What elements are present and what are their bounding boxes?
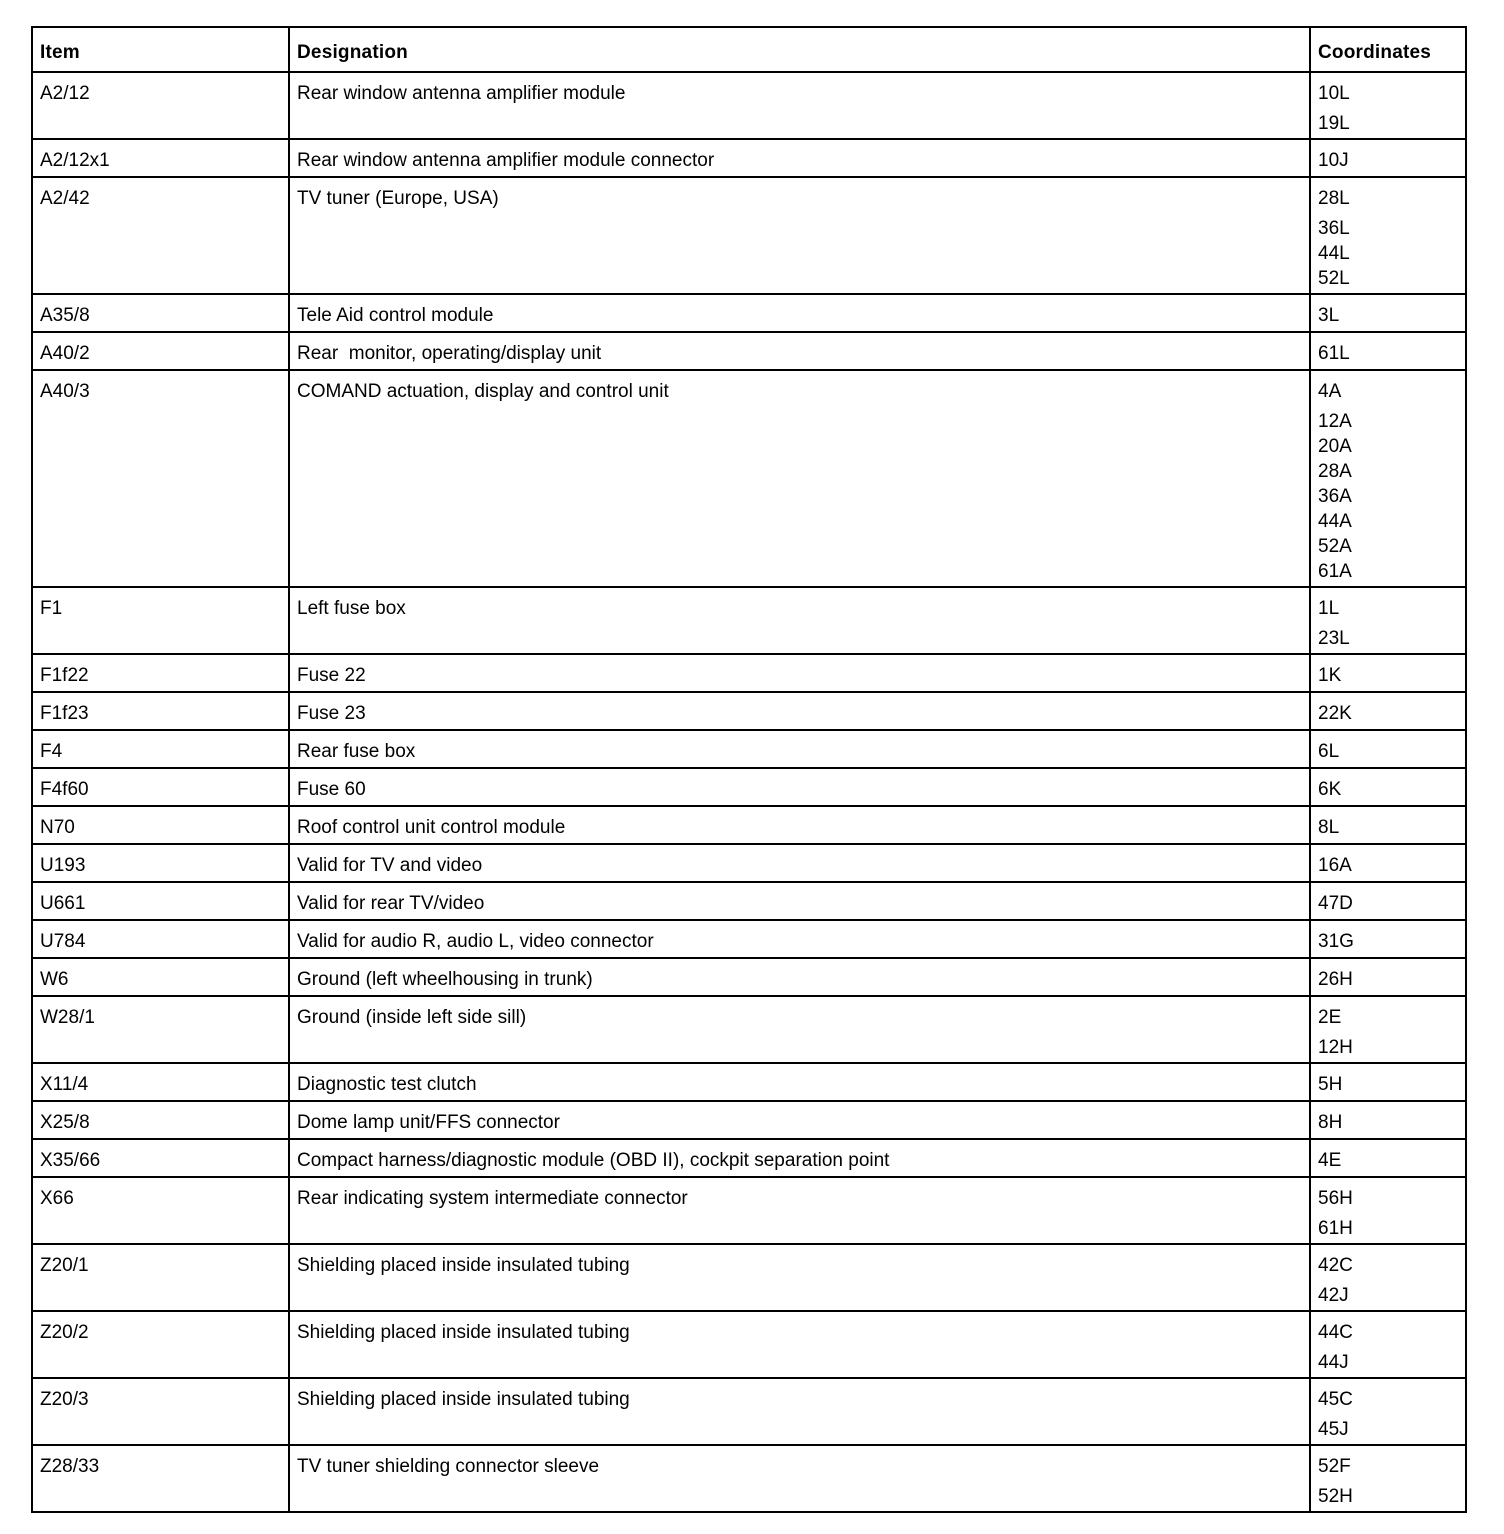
coordinates-cell (1310, 1445, 1466, 1512)
coordinate-value: 2E (1318, 1007, 1342, 1028)
table-row (32, 1445, 1466, 1512)
item-cell: Z20/3 (32, 1378, 289, 1445)
coordinates-cell (1310, 1063, 1466, 1101)
item-cell: A40/2 (32, 332, 289, 370)
coordinate-value: 61L (1318, 343, 1350, 364)
table-row (32, 958, 1466, 996)
designation-cell: Roof control unit control module (289, 806, 1310, 844)
coordinate-value: 6K (1318, 779, 1342, 800)
coordinate-value: 56H (1318, 1188, 1353, 1209)
table-row (32, 72, 1466, 139)
coordinate-value: 45J (1318, 1419, 1349, 1440)
coordinate-value: 8H (1318, 1112, 1343, 1133)
item-cell: A2/12 (32, 72, 289, 139)
table-row (32, 1101, 1466, 1139)
coordinate-value: 19L (1318, 113, 1350, 134)
item-cell: X25/8 (32, 1101, 289, 1139)
coordinate-value: 44C (1318, 1322, 1353, 1343)
coordinate-value: 52H (1318, 1486, 1353, 1507)
coordinate-value: 5H (1318, 1074, 1343, 1095)
coordinate-value: 1K (1318, 665, 1342, 686)
item-cell: W28/1 (32, 996, 289, 1063)
table-row (32, 654, 1466, 692)
coordinate-value: 22K (1318, 703, 1352, 724)
coordinate-value: 61A (1318, 561, 1352, 582)
table-row (32, 806, 1466, 844)
designation-cell: Fuse 60 (289, 768, 1310, 806)
coordinates-cell (1310, 958, 1466, 996)
coordinate-value: 44A (1318, 511, 1352, 532)
designation-cell: Valid for audio R, audio L, video connector (289, 920, 1310, 958)
component-legend-table (31, 26, 1467, 1513)
item-cell: A2/42 (32, 177, 289, 294)
table-header (32, 27, 1466, 72)
designation-cell: Rear window antenna amplifier module (289, 72, 1310, 139)
coordinate-value: 20A (1318, 436, 1352, 457)
table-row (32, 332, 1466, 370)
coordinate-value: 36A (1318, 486, 1352, 507)
coordinate-value: 12A (1318, 411, 1352, 432)
table-row (32, 1139, 1466, 1177)
table-row (32, 882, 1466, 920)
item-cell: F4f60 (32, 768, 289, 806)
designation-cell: Compact harness/diagnostic module (OBD II), cockpit separation point (289, 1139, 1310, 1177)
header-designation: Designation (289, 27, 1310, 72)
designation-cell: Shielding placed inside insulated tubing (289, 1244, 1310, 1311)
coordinate-value: 8L (1318, 817, 1340, 838)
table-row (32, 587, 1466, 654)
coordinate-value: 4A (1318, 381, 1342, 402)
item-cell: F1f22 (32, 654, 289, 692)
coordinates-cell (1310, 730, 1466, 768)
item-cell: X11/4 (32, 1063, 289, 1101)
coordinate-value: 42C (1318, 1255, 1353, 1276)
coordinate-value: 36L (1318, 218, 1350, 239)
coordinates-cell (1310, 654, 1466, 692)
coordinate-value: 52L (1318, 268, 1350, 289)
designation-cell: Rear monitor, operating/display unit (289, 332, 1310, 370)
coordinates-cell (1310, 692, 1466, 730)
designation-cell: Fuse 22 (289, 654, 1310, 692)
table-row (32, 139, 1466, 177)
item-cell: F1f23 (32, 692, 289, 730)
designation-cell: TV tuner shielding connector sleeve (289, 1445, 1310, 1512)
coordinates-cell (1310, 1177, 1466, 1244)
coordinates-cell (1310, 1378, 1466, 1445)
coordinates-cell (1310, 768, 1466, 806)
designation-cell: Rear fuse box (289, 730, 1310, 768)
coordinates-cell (1310, 177, 1466, 294)
coordinate-value: 31G (1318, 931, 1354, 952)
table-row (32, 294, 1466, 332)
designation-cell: Dome lamp unit/FFS connector (289, 1101, 1310, 1139)
designation-cell: Shielding placed inside insulated tubing (289, 1378, 1310, 1445)
table-row (32, 177, 1466, 294)
table-row (32, 1063, 1466, 1101)
designation-cell: Ground (inside left side sill) (289, 996, 1310, 1063)
coordinates-cell (1310, 1311, 1466, 1378)
table-body (32, 72, 1466, 1512)
item-cell: A35/8 (32, 294, 289, 332)
table-row (32, 1244, 1466, 1311)
coordinates-cell (1310, 294, 1466, 332)
coordinate-value: 28A (1318, 461, 1352, 482)
table-row (32, 920, 1466, 958)
coordinates-cell (1310, 996, 1466, 1063)
coordinate-value: 4E (1318, 1150, 1342, 1171)
coordinate-value: 10J (1318, 150, 1349, 171)
coordinate-value: 52F (1318, 1456, 1351, 1477)
designation-cell: Diagnostic test clutch (289, 1063, 1310, 1101)
item-cell: U661 (32, 882, 289, 920)
table-row (32, 768, 1466, 806)
table-row (32, 1378, 1466, 1445)
table-row (32, 1311, 1466, 1378)
item-cell: X35/66 (32, 1139, 289, 1177)
table-row (32, 844, 1466, 882)
table-row (32, 1177, 1466, 1244)
designation-cell: Valid for TV and video (289, 844, 1310, 882)
coordinates-cell (1310, 920, 1466, 958)
coordinate-value: 47D (1318, 893, 1353, 914)
coordinates-cell (1310, 587, 1466, 654)
item-cell: A40/3 (32, 370, 289, 587)
designation-cell: Rear indicating system intermediate connector (289, 1177, 1310, 1244)
coordinates-cell (1310, 332, 1466, 370)
coordinate-value: 44J (1318, 1352, 1349, 1373)
item-cell: F4 (32, 730, 289, 768)
coordinate-value: 45C (1318, 1389, 1353, 1410)
coordinate-value: 6L (1318, 741, 1340, 762)
designation-cell: Ground (left wheelhousing in trunk) (289, 958, 1310, 996)
table-row (32, 996, 1466, 1063)
designation-cell: TV tuner (Europe, USA) (289, 177, 1310, 294)
item-cell: U784 (32, 920, 289, 958)
item-cell: W6 (32, 958, 289, 996)
coordinate-value: 10L (1318, 83, 1350, 104)
header-row (32, 27, 1466, 72)
item-cell: X66 (32, 1177, 289, 1244)
header-item: Item (32, 27, 289, 72)
coordinates-cell (1310, 1244, 1466, 1311)
coordinate-value: 1L (1318, 598, 1340, 619)
table-row (32, 370, 1466, 587)
coordinates-cell (1310, 844, 1466, 882)
coordinates-cell (1310, 882, 1466, 920)
coordinate-value: 28L (1318, 188, 1350, 209)
item-cell: Z20/1 (32, 1244, 289, 1311)
coordinate-value: 42J (1318, 1285, 1349, 1306)
coordinate-value: 61H (1318, 1218, 1353, 1239)
coordinate-value: 26H (1318, 969, 1353, 990)
designation-cell: COMAND actuation, display and control unit (289, 370, 1310, 587)
designation-cell: Shielding placed inside insulated tubing (289, 1311, 1310, 1378)
designation-cell: Tele Aid control module (289, 294, 1310, 332)
coordinate-value: 16A (1318, 855, 1352, 876)
coordinate-value: 23L (1318, 628, 1350, 649)
item-cell: Z28/33 (32, 1445, 289, 1512)
coordinates-cell (1310, 139, 1466, 177)
coordinates-cell (1310, 1101, 1466, 1139)
coordinates-cell (1310, 1139, 1466, 1177)
coordinate-value: 52A (1318, 536, 1352, 557)
coordinate-value: 44L (1318, 243, 1350, 264)
item-cell: U193 (32, 844, 289, 882)
header-coordinates: Coordinates (1310, 27, 1466, 72)
coordinates-cell (1310, 72, 1466, 139)
designation-cell: Rear window antenna amplifier module connector (289, 139, 1310, 177)
table-row (32, 730, 1466, 768)
coordinate-value: 3L (1318, 305, 1340, 326)
coordinates-cell (1310, 806, 1466, 844)
coordinates-cell (1310, 370, 1466, 587)
coordinate-value: 12H (1318, 1037, 1353, 1058)
item-cell: Z20/2 (32, 1311, 289, 1378)
item-cell: A2/12x1 (32, 139, 289, 177)
table-row (32, 692, 1466, 730)
designation-cell: Left fuse box (289, 587, 1310, 654)
designation-cell: Fuse 23 (289, 692, 1310, 730)
item-cell: N70 (32, 806, 289, 844)
item-cell: F1 (32, 587, 289, 654)
designation-cell: Valid for rear TV/video (289, 882, 1310, 920)
